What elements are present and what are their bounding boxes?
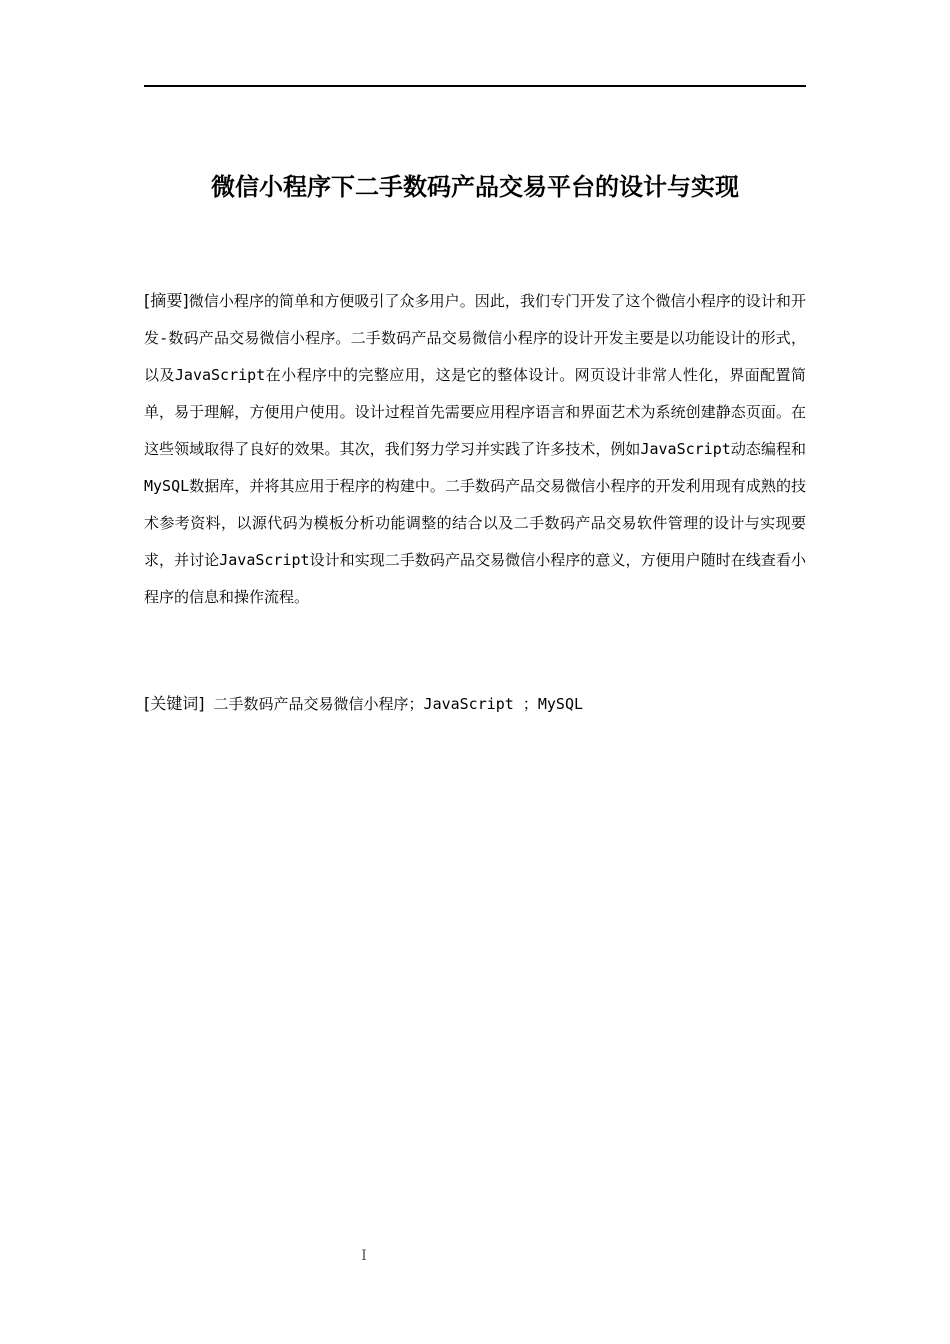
header-rule [144, 85, 806, 87]
page-number: I [361, 1248, 367, 1264]
abstract-text: 微信小程序的简单和方便吸引了众多用户。因此，我们专门开发了这个微信小程序的设计和开发-数码产品交易微信小程序。二手数码产品交易微信小程序的设计开发主要是以功能设计的形式，以及JavaScript在小程序中的完整应用，这是它的整体设计。网页设计非常人性化，界面配置简单，易于理解，方便用户使用。设计过程首先需要应用程序语言和界面艺术为系统创建静态页面。在这些领域取得了良好的效果。其次，我们努力学习并实践了许多技术，例如JavaScript动态编程和MySQL数据库，并将其应用于程序的构建中。二手数码产品交易微信小程序的开发利用现有成熟的技术参考资料，以源代码为模板分析功能调整的结合以及二手数码产品交易软件管理的设计与实现要求，并讨论JavaScript设计和实现二手数码产品交易微信小程序的意义，方便用户随时在线查看小程序的信息和操作流程。 [144, 292, 806, 606]
keywords-text: 二手数码产品交易微信小程序；JavaScript ；MySQL [204, 695, 584, 713]
keywords-line [144, 685, 806, 723]
abstract-paragraph [144, 282, 806, 616]
keywords-label: [关键词] [144, 694, 205, 713]
abstract-label: [摘要] [144, 291, 189, 310]
document-title: 微信小程序下二手数码产品交易平台的设计与实现 [211, 173, 739, 201]
